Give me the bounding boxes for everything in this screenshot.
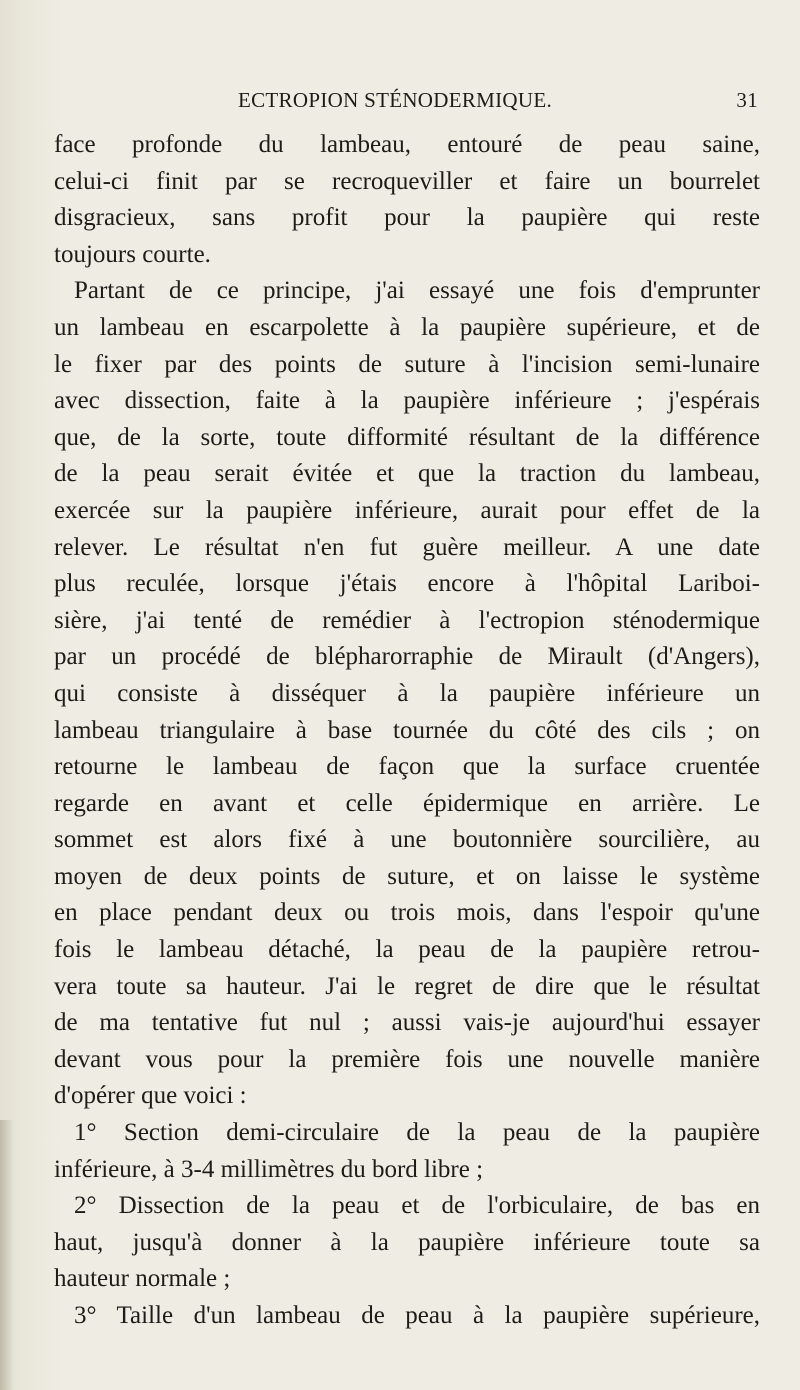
text-line: regarde en avant et celle épidermique en arrière. Le — [54, 789, 760, 817]
text-line: face profonde du lambeau, entouré de peau saine, — [54, 131, 760, 158]
paragraph-start-line: Partant de ce principe, j'ai essayé une fois d'emprunter — [74, 277, 760, 305]
text-line: hauteur normale ; — [54, 1265, 231, 1293]
text-line: qui consiste à disséquer à la paupière inférieure un — [54, 679, 760, 707]
text-line: un lambeau en escarpolette à la paupière supérieure, et de — [54, 313, 760, 341]
text-line: moyen de deux points de suture, et on laisse le système — [54, 862, 760, 890]
text-line: de la peau serait évitée et que la traction du lambeau, — [54, 460, 760, 488]
text-line: haut, jusqu'à donner à la paupière inférieure toute sa — [54, 1228, 760, 1256]
text-line: celui-ci finit par se recroqueviller et faire un bourrelet — [54, 167, 760, 195]
list-item-line: 3° Taille d'un lambeau de peau à la paupière supérieure, — [74, 1302, 760, 1329]
text-line: fois le lambeau détaché, la peau de la paupière retrou- — [54, 936, 760, 964]
page-edge-shadow — [0, 1120, 14, 1390]
text-line: lambeau triangulaire à base tournée du côté des cils ; on — [54, 716, 760, 744]
list-item-line: 1° Section demi-circulaire de la peau de la paupière — [74, 1119, 760, 1147]
text-line: d'opérer que voici : — [54, 1082, 247, 1110]
page-number: 31 — [736, 88, 758, 112]
text-line: par un procédé de blépharorraphie de Mirault (d'Angers), — [54, 643, 760, 671]
text-line: de ma tentative fut nul ; aussi vais-je aujourd'hui essayer — [54, 1009, 760, 1037]
running-title: ECTROPION STÉNODERMIQUE. — [238, 88, 553, 112]
running-header — [238, 88, 758, 114]
list-item-line: 2° Dissection de la peau et de l'orbiculaire, de bas en — [74, 1192, 760, 1220]
body-text — [54, 127, 760, 1335]
text-line: disgracieux, sans profit pour la paupière qui reste — [54, 204, 760, 232]
text-line: que, de la sorte, toute difformité résultant de la différence — [54, 423, 760, 451]
text-line: vera toute sa hauteur. J'ai le regret de dire que le résultat — [54, 972, 760, 1000]
text-line: le fixer par des points de suture à l'incision semi-lunaire — [54, 350, 760, 378]
text-line: sière, j'ai tenté de remédier à l'ectropion sténodermique — [54, 606, 760, 634]
text-line: relever. Le résultat n'en fut guère meilleur. A une date — [54, 533, 760, 561]
text-line: sommet est alors fixé à une boutonnière sourcilière, au — [54, 826, 760, 854]
text-line: en place pendant deux ou trois mois, dans l'espoir qu'une — [54, 899, 760, 927]
text-line: exercée sur la paupière inférieure, aurait pour effet de la — [54, 496, 760, 524]
text-line: retourne le lambeau de façon que la surface cruentée — [54, 753, 760, 781]
text-line: plus reculée, lorsque j'étais encore à l'hôpital Lariboi- — [54, 570, 760, 598]
text-line: devant vous pour la première fois une nouvelle manière — [54, 1045, 760, 1073]
text-line: avec dissection, faite à la paupière inférieure ; j'espérais — [54, 387, 760, 415]
text-line: inférieure, à 3-4 millimètres du bord libre ; — [54, 1155, 484, 1183]
text-line: toujours courte. — [54, 240, 211, 268]
